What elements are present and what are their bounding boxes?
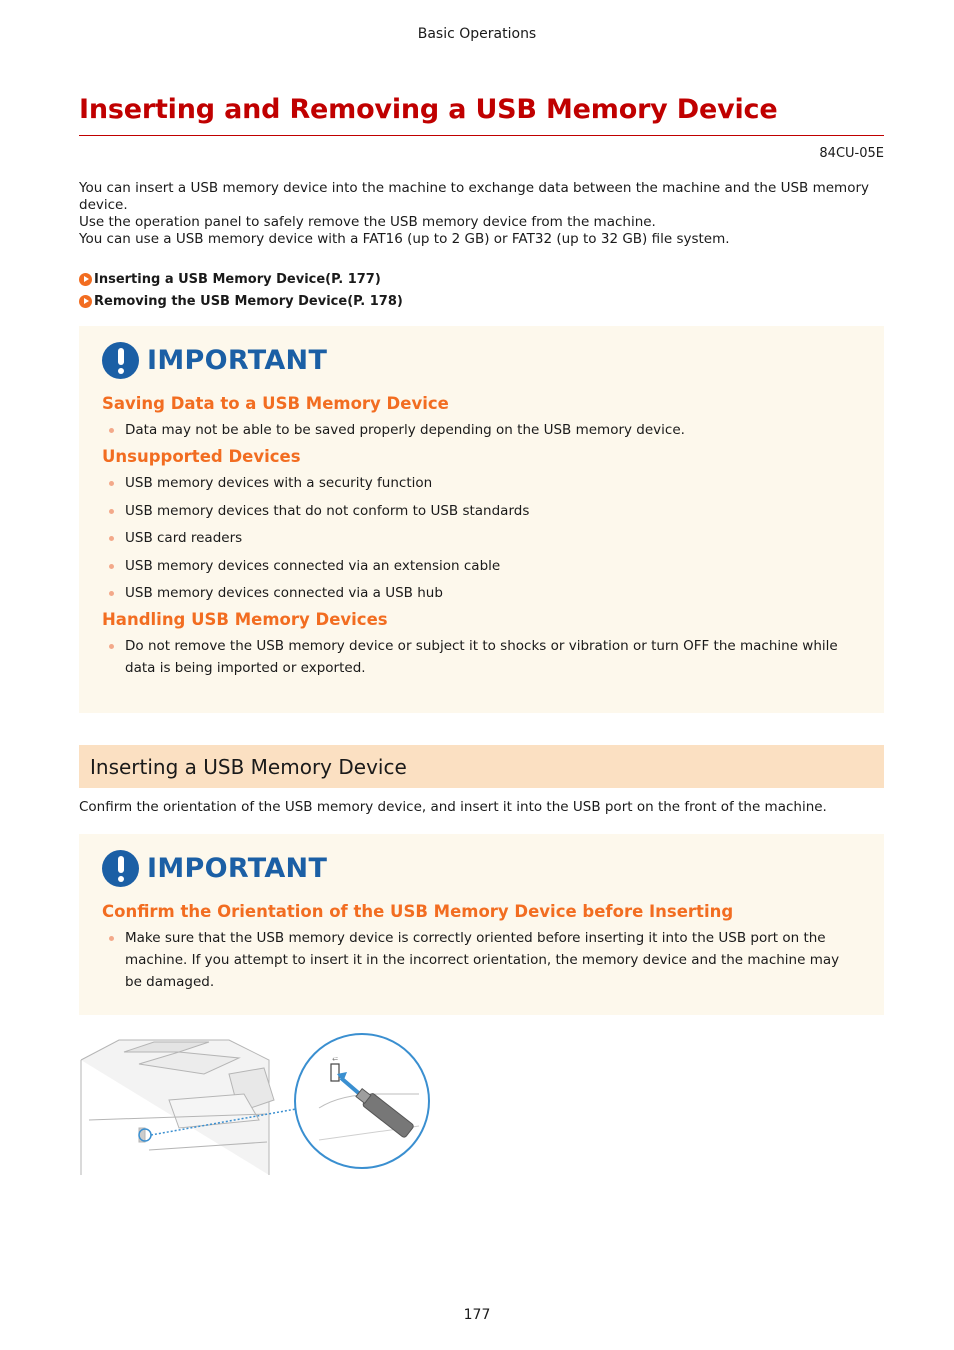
link-inserting[interactable]	[79, 268, 403, 290]
list-item: USB memory devices connected via a USB hub	[102, 582, 860, 604]
subheading: Confirm the Orientation of the USB Memory Device before Inserting	[102, 902, 734, 921]
bullet-list	[102, 472, 860, 604]
svg-text:⭉: ⭉	[332, 1055, 338, 1063]
link-removing[interactable]	[79, 290, 403, 312]
exclamation-icon	[102, 850, 139, 887]
subheading: Saving Data to a USB Memory Device	[102, 394, 449, 413]
list-item: USB memory devices that do not conform to USB standards	[102, 500, 860, 522]
exclamation-icon	[102, 342, 139, 379]
important-label: IMPORTANT	[147, 344, 328, 376]
important-header	[102, 848, 860, 888]
arrow-right-icon	[79, 273, 92, 286]
important-box	[79, 834, 884, 1015]
list-item: Do not remove the USB memory device or subject it to shocks or vibration or turn OFF the machine while data is being imported or exported.	[102, 635, 860, 679]
intro-paragraph: Use the operation panel to safely remove the USB memory device from the machine.	[79, 214, 656, 230]
bullet-list	[102, 635, 860, 679]
usb-insertion-illustration	[79, 1030, 439, 1180]
important-label: IMPORTANT	[147, 852, 328, 884]
zoom-callout	[295, 1034, 429, 1168]
document-id: 84CU-05E	[819, 146, 884, 161]
list-item: Make sure that the USB memory device is correctly oriented before inserting it into the USB port on the machine. If you attempt to insert it in the incorrect orientation, the memory device and the machine may be damaged.	[102, 927, 860, 993]
page-links	[79, 268, 403, 312]
list-item: USB memory devices connected via an extension cable	[102, 555, 860, 577]
subheading: Unsupported Devices	[102, 447, 301, 466]
printer-drawing	[81, 1040, 274, 1175]
intro-paragraph: You can use a USB memory device with a FAT16 (up to 2 GB) or FAT32 (up to 32 GB) file system.	[79, 231, 730, 247]
bullet-list	[102, 419, 860, 441]
link-label: Removing the USB Memory Device(P. 178)	[94, 293, 403, 309]
list-item: USB memory devices with a security function	[102, 472, 860, 494]
important-header	[102, 340, 860, 380]
intro-text	[79, 180, 884, 248]
page-number: 177	[463, 1307, 491, 1323]
running-header: Basic Operations	[417, 26, 537, 42]
section-text: Confirm the orientation of the USB memory device, and insert it into the USB port on the front of the machine.	[79, 799, 827, 815]
list-item: Data may not be able to be saved properly depending on the USB memory device.	[102, 419, 860, 441]
subheading: Handling USB Memory Devices	[102, 610, 388, 629]
intro-paragraph: You can insert a USB memory device into the machine to exchange data between the machine and the USB memory device.	[79, 180, 869, 213]
page-title: Inserting and Removing a USB Memory Device	[79, 94, 778, 125]
link-label: Inserting a USB Memory Device(P. 177)	[94, 271, 381, 287]
title-rule	[79, 135, 884, 136]
section-heading: Inserting a USB Memory Device	[79, 745, 884, 788]
important-box	[79, 326, 884, 713]
bullet-list	[102, 927, 860, 993]
arrow-right-icon	[79, 295, 92, 308]
list-item: USB card readers	[102, 527, 860, 549]
